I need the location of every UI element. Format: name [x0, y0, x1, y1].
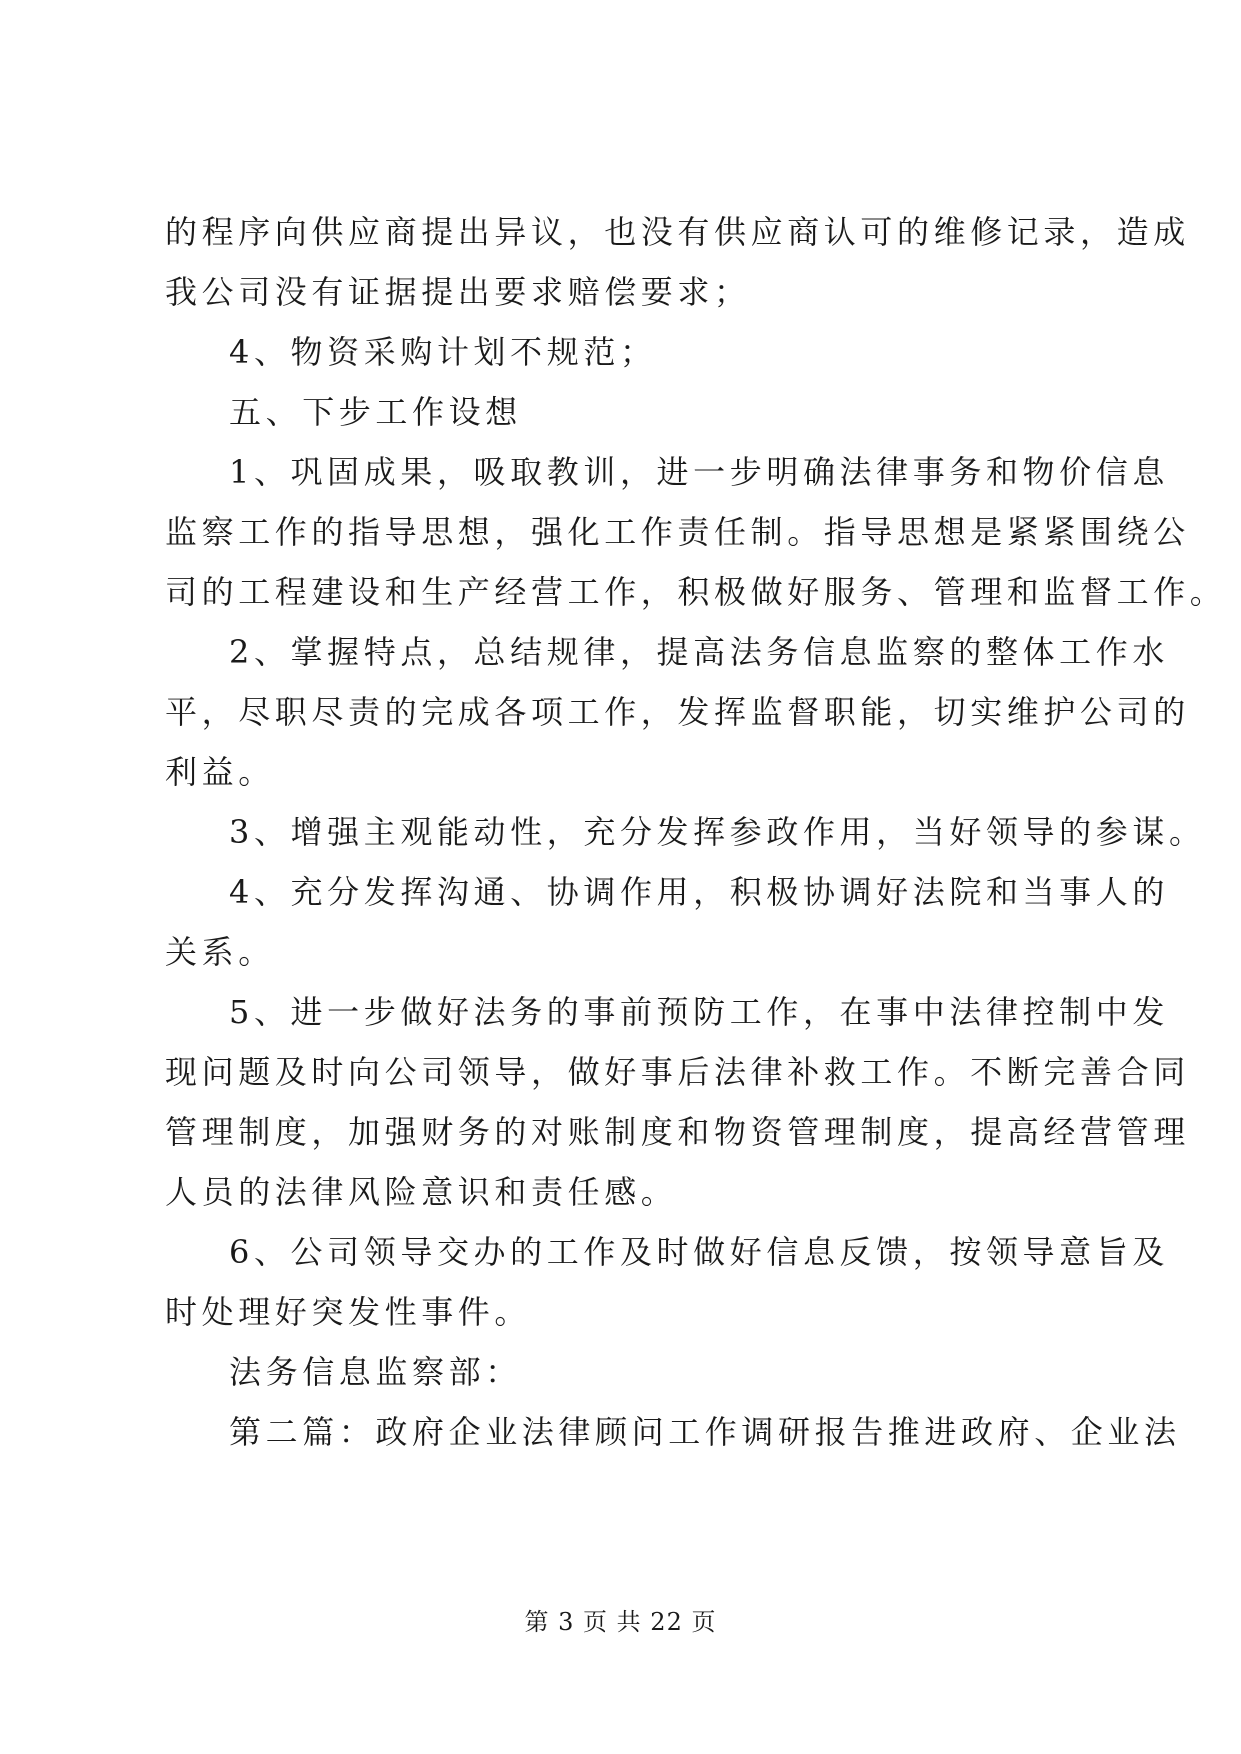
- text-line: 关系。: [165, 933, 275, 971]
- text-line: 司的工程建设和生产经营工作，积极做好服务、管理和监督工作。: [165, 573, 1227, 611]
- text-line: 3、增强主观能动性，充分发挥参政作用，当好领导的参谋。: [229, 813, 1206, 851]
- text-line: 6、公司领导交办的工作及时做好信息反馈，按领导意旨及: [229, 1233, 1169, 1271]
- text-line: 4、物资采购计划不规范；: [229, 333, 657, 371]
- text-line: 5、进一步做好法务的事前预防工作，在事中法律控制中发: [229, 993, 1169, 1031]
- section-heading: 五、下步工作设想: [229, 393, 522, 431]
- text-line: 管理制度，加强财务的对账制度和物资管理制度，提高经营管理: [165, 1113, 1190, 1151]
- text-line: 利益。: [165, 753, 275, 791]
- text-line: 的程序向供应商提出异议，也没有供应商认可的维修记录，造成: [165, 213, 1190, 251]
- text-line: 我公司没有证据提出要求赔偿要求；: [165, 273, 751, 311]
- text-line: 现问题及时向公司领导，做好事后法律补救工作。不断完善合同: [165, 1053, 1190, 1091]
- text-line: 人员的法律风险意识和责任感。: [165, 1173, 678, 1211]
- text-line: 时处理好突发性事件。: [165, 1293, 532, 1331]
- text-line: 4、充分发挥沟通、协调作用，积极协调好法院和当事人的: [229, 873, 1169, 911]
- page-number-footer: 第 3 页 共 22 页: [524, 1608, 717, 1636]
- text-line: 监察工作的指导思想，强化工作责任制。指导思想是紧紧围绕公: [165, 513, 1190, 551]
- text-line: 第二篇：政府企业法律顾问工作调研报告推进政府、企业法: [229, 1413, 1181, 1451]
- text-line: 1、巩固成果，吸取教训，进一步明确法律事务和物价信息: [229, 453, 1169, 491]
- text-line: 平，尽职尽责的完成各项工作，发挥监督职能，切实维护公司的: [165, 693, 1190, 731]
- signature-line: 法务信息监察部：: [229, 1353, 522, 1391]
- text-line: 2、掌握特点，总结规律，提高法务信息监察的整体工作水: [229, 633, 1169, 671]
